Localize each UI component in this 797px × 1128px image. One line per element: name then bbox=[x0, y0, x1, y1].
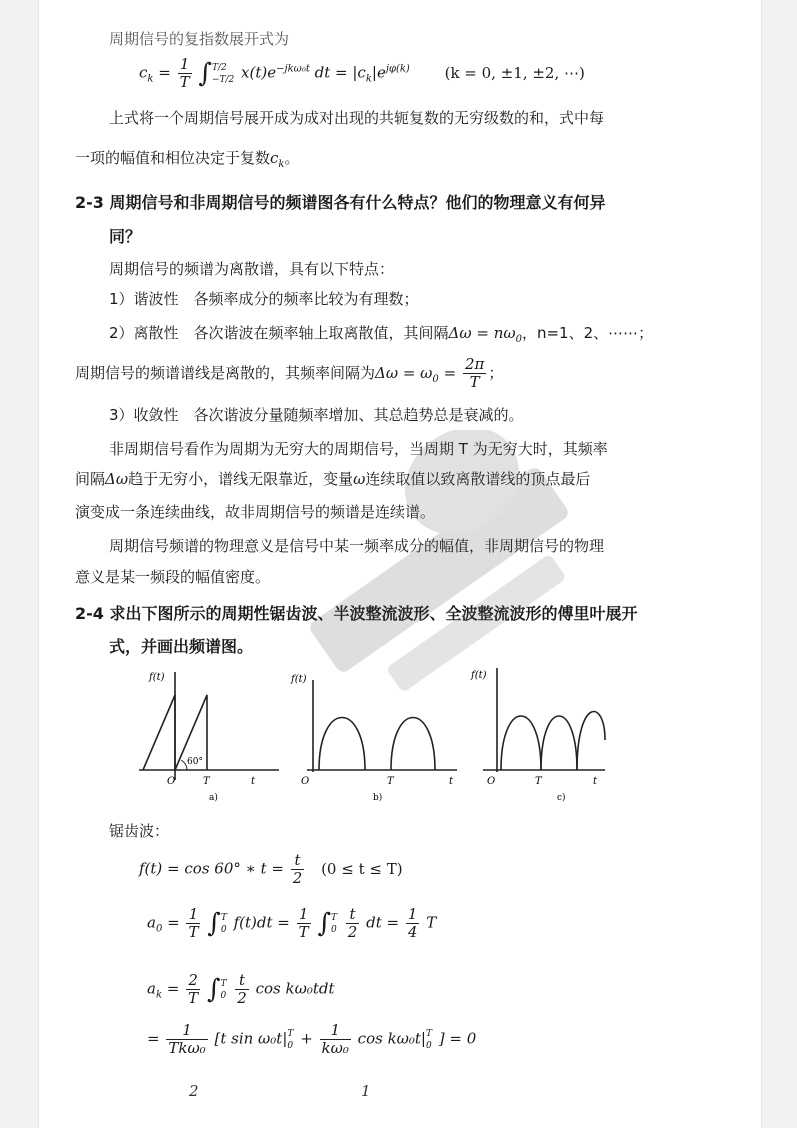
question-2-3-line2: 同？ bbox=[109, 227, 142, 246]
fig-b-origin: O bbox=[301, 776, 310, 787]
item-convergence: 3）收敛性 各次谐波分量随频率增加、其总趋势总是衰减的。 bbox=[109, 406, 524, 424]
para-nonperiodic-1: 非周期信号看作为周期为无穷大的周期信号，当周期 T 为无穷大时，其频率 bbox=[109, 440, 608, 458]
fig-a-t: t bbox=[251, 776, 256, 787]
fig-b-period: T bbox=[387, 776, 394, 787]
para-meaning-1: 周期信号频谱的物理意义是信号中某一频率成分的幅值，非周期信号的物理 bbox=[109, 537, 605, 555]
fig-b-caption: b) bbox=[373, 793, 383, 803]
fig-c-caption: c) bbox=[557, 793, 566, 803]
para-meaning-2: 意义是某一频段的幅值密度。 bbox=[75, 568, 271, 586]
fig-c-arch-2 bbox=[541, 716, 577, 770]
fig-a-caption: a) bbox=[209, 793, 218, 803]
fig-b-ylabel: f(t) bbox=[291, 674, 307, 685]
fig-a-origin: O bbox=[167, 776, 176, 787]
question-2-4-line2: 式，并画出频谱图。 bbox=[109, 637, 254, 656]
para1-line2: 一项的幅值和相位决定于复数$c_k$。 bbox=[75, 149, 300, 170]
figure-a-sawtooth bbox=[139, 672, 279, 803]
line-frequency-spacing: 周期信号的频谱谱线是离散的，其频率间隔为$\Delta\omega = \omega_0$ = $\frac{2\pi}{T}$ ； bbox=[75, 355, 504, 391]
fig-c-t: t bbox=[593, 776, 598, 787]
fig-a-angle: 60° bbox=[187, 757, 203, 767]
waveform-figures bbox=[129, 660, 609, 805]
item-discrete: 2）离散性 各次谐波在频率轴上取离散值，其间隔$\Delta\omega = n\omega_0$，n=1、2、⋯⋯； bbox=[109, 324, 654, 345]
periodic-intro: 周期信号的频谱为离散谱，具有以下特点： bbox=[109, 260, 395, 278]
bottom-partial-2: 2 bbox=[189, 1082, 199, 1100]
eq-a0: $a_0$ = $\frac{1}{T}$ ∫ T 0 f(t)dt = $\frac{1}{T}$ ∫ T 0 $\frac{t}{2}$ dt = $\frac{1}{4}$ T bbox=[147, 905, 437, 941]
fig-c-ylabel: f(t) bbox=[471, 670, 487, 681]
top-partial-line: 周期信号的复指数展开式为 bbox=[109, 30, 290, 48]
question-2-3-line1: 2-3 周期信号和非周期信号的频谱图各有什么特点？他们的物理意义有何异 bbox=[75, 193, 606, 212]
eq-f-of-t: f(t) = cos 60° ∗ t = $\frac{t}{2}$ (0 ≤ t ≤ T) bbox=[139, 851, 403, 887]
para1-line1: 上式将一个周期信号展开成为成对出现的共轭复数的无穷级数的和，式中每 bbox=[109, 109, 605, 127]
document-page bbox=[38, 0, 762, 1128]
fig-b-arch-1 bbox=[319, 718, 365, 771]
fig-b-t: t bbox=[449, 776, 454, 787]
sawtooth-label: 锯齿波： bbox=[109, 822, 170, 840]
fig-a-period: T bbox=[203, 776, 210, 787]
para-nonperiodic-3: 演变成一条连续曲线，故非周期信号的频谱是连续谱。 bbox=[75, 503, 436, 521]
fig-c-arch-1 bbox=[501, 716, 541, 770]
fig-c-arch-3 bbox=[577, 712, 605, 770]
fig-a-ylabel: f(t) bbox=[149, 672, 165, 683]
para-nonperiodic-2: 间隔Δω趋于无穷小，谱线无限靠近，变量ω连续取值以致离散谱线的顶点最后 bbox=[75, 470, 591, 488]
fig-b-arch-2 bbox=[391, 718, 435, 771]
fig-c-period: T bbox=[535, 776, 542, 787]
figure-c-full-wave bbox=[470, 668, 605, 803]
eq-ak: $a_k$ = $\frac{2}{T}$ ∫ T 0 $\frac{t}{2}$ cos kω₀tdt bbox=[147, 971, 335, 1007]
figure-b-half-wave bbox=[290, 674, 457, 803]
item-harmonic: 1）谐波性 各频率成分的频率比较为有理数； bbox=[109, 290, 419, 308]
eq-ak-result: = $\frac{1}{\text{Tkω₀}}$ [t sin ω₀t| T 0 + $\frac{1}{\text{kω₀}}$ cos kω₀t| T 0 ] = 0 bbox=[147, 1021, 477, 1057]
question-2-4-line1: 2-4 求出下图所示的周期性锯齿波、半波整流波形、全波整流波形的傅里叶展开 bbox=[75, 604, 638, 623]
formula-ck: $c_k$ = $\frac{1}{T}$ ∫ T/2 −T/2 $x(t)e^{-jk\omega_0t}$ dt = $|c_k|e^{j\varphi(k)}$ (k = 0, ±1, ±2, ⋯) bbox=[139, 55, 585, 91]
fig-c-origin: O bbox=[487, 776, 496, 787]
bottom-partial-1: 1 bbox=[361, 1082, 371, 1100]
